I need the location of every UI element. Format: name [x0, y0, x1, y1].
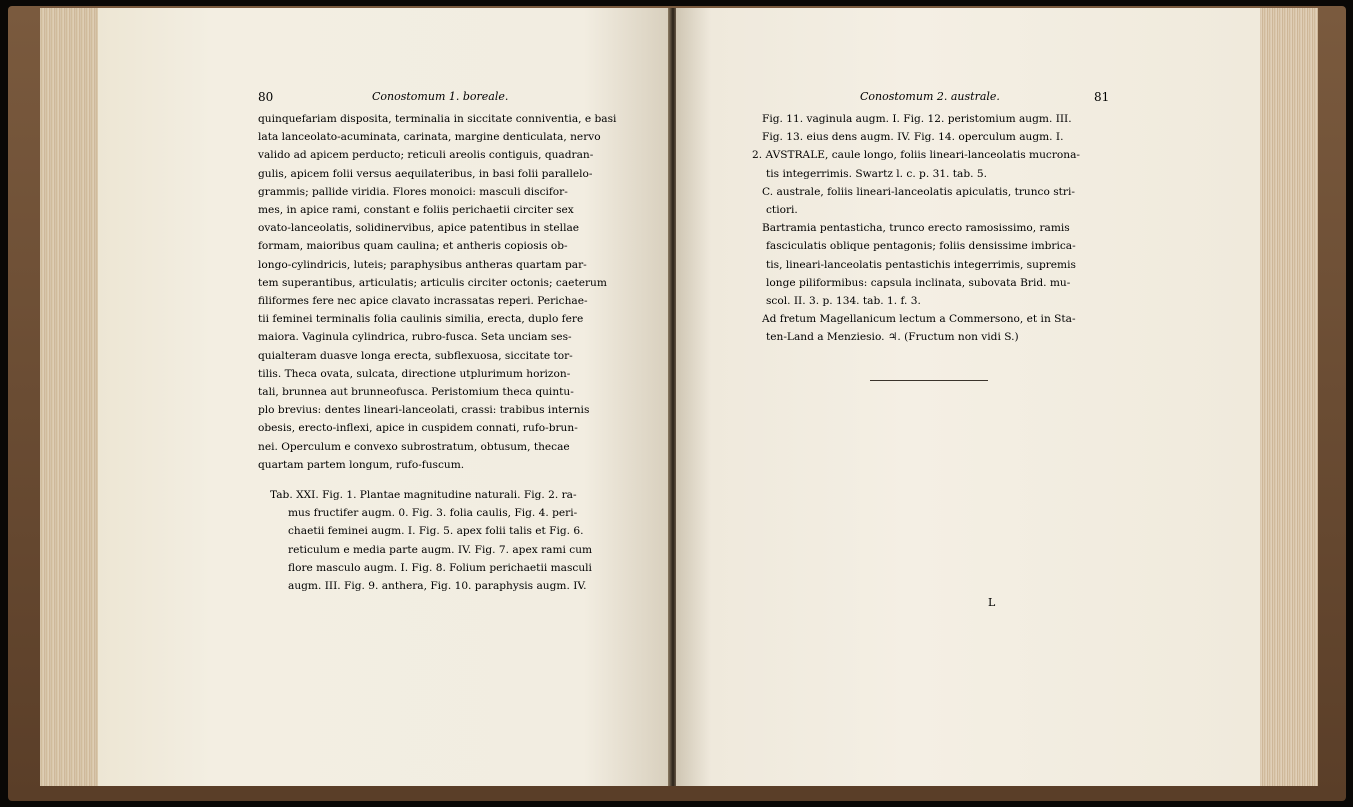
text-line: flore masculo augm. I. Fig. 8. Folium perichaetii masculi [288, 561, 592, 574]
text-line: quinquefariam disposita, terminalia in siccitate conniventia, e basi [258, 113, 617, 125]
text-line: Ad fretum Magellanicum lectum a Commersono, et in Sta- [762, 313, 1076, 326]
text-line: scol. II. 3. p. 134. tab. 1. f. 3. [766, 295, 921, 308]
right-body-text [752, 110, 1102, 347]
left-body-text [258, 110, 620, 474]
text-line: fasciculatis oblique pentagonis; foliis densissime imbrica- [766, 240, 1076, 253]
right-running-head: Conostomum 2. australe. [860, 90, 1000, 103]
text-line: 2. AVSTRALE, caule longo, foliis lineari-lanceolatis mucrona- [752, 149, 1080, 162]
text-line: Tab. XXI. Fig. 1. Plantae magnitudine naturali. Fig. 2. ra- [270, 489, 577, 501]
text-line: lata lanceolato-acuminata, carinata, margine denticulata, nervo [258, 131, 601, 144]
text-line: nei. Operculum e convexo subrostratum, obtusum, thecae [258, 440, 570, 453]
text-line: tali, brunnea aut brunneofusca. Peristomium theca quintu- [258, 386, 574, 399]
text-line: plo brevius: dentes lineari-lanceolati, crassi: trabibus internis [258, 404, 590, 417]
text-line: Fig. 13. eius dens augm. IV. Fig. 14. operculum augm. I. [762, 131, 1064, 144]
text-line: filiformes fere nec apice clavato incrassatas reperi. Perichae- [258, 295, 588, 308]
left-page-edges [40, 8, 100, 786]
text-line: augm. III. Fig. 9. anthera, Fig. 10. paraphysis augm. IV. [288, 580, 587, 593]
left-plate-caption [270, 486, 620, 595]
text-line: longo-cylindricis, luteis; paraphysibus antheras quartam par- [258, 258, 587, 271]
right-page-edges [1258, 8, 1318, 786]
text-line: quartam partem longum, rufo-fuscum. [258, 458, 465, 471]
text-line: gulis, apicem folii versus aequilateribus, in basi folii parallelo- [258, 167, 593, 180]
text-line: chaetii feminei augm. I. Fig. 5. apex folii talis et Fig. 6. [288, 525, 584, 538]
text-line: quialteram duasve longa erecta, subflexuosa, siccitate tor- [258, 349, 573, 362]
left-page-number: 80 [258, 90, 274, 104]
text-line: tis, lineari-lanceolatis pentastichis integerrimis, supremis [766, 258, 1076, 271]
text-line: tilis. Theca ovata, sulcata, directione utplurimum horizon- [258, 367, 571, 380]
text-line: maiora. Vaginula cylindrica, rubro-fusca. Seta unciam ses- [258, 331, 572, 344]
text-line: Fig. 11. vaginula augm. I. Fig. 12. peristomium augm. III. [762, 113, 1072, 125]
text-line: mus fructifer augm. 0. Fig. 3. folia caulis, Fig. 4. peri- [288, 507, 578, 520]
text-line: grammis; pallide viridia. Flores monoici: masculi discifor- [258, 185, 568, 198]
text-line: tis integerrimis. Swartz l. c. p. 31. tab. 5. [766, 167, 987, 180]
text-line: ten-Land a Menziesio. ♃. (Fructum non vidi S.) [766, 331, 1019, 344]
text-line: tii feminei terminalis folia caulinis similia, erecta, duplo fere [258, 313, 584, 326]
text-line: Bartramia pentasticha, trunco erecto ramosissimo, ramis [762, 222, 1070, 235]
text-line: longe piliformibus: capsula inclinata, subovata Brid. mu- [766, 276, 1071, 289]
left-running-head: Conostomum 1. boreale. [372, 90, 509, 103]
right-page-number: 81 [1094, 90, 1110, 104]
text-line: ctiori. [766, 204, 798, 217]
section-rule [870, 380, 988, 381]
signature-mark: L [988, 596, 996, 609]
text-line: ovato-lanceolatis, solidinervibus, apice patentibus in stellae [258, 222, 580, 235]
text-line: valido ad apicem perducto; reticuli areolis contiguis, quadran- [258, 149, 594, 162]
text-line: formam, maioribus quam caulina; et antheris copiosis ob- [258, 240, 568, 253]
text-line: reticulum e media parte augm. IV. Fig. 7. apex rami cum [288, 543, 593, 556]
text-line: mes, in apice rami, constant e foliis perichaetii circiter sex [258, 204, 574, 217]
text-line: C. australe, foliis lineari-lanceolatis apiculatis, trunco stri- [762, 185, 1075, 198]
text-line: obesis, erecto-inflexi, apice in cuspidem connati, rufo-brun- [258, 422, 578, 435]
text-line: tem superantibus, articulatis; articulis circiter octonis; caeterum [258, 276, 607, 289]
